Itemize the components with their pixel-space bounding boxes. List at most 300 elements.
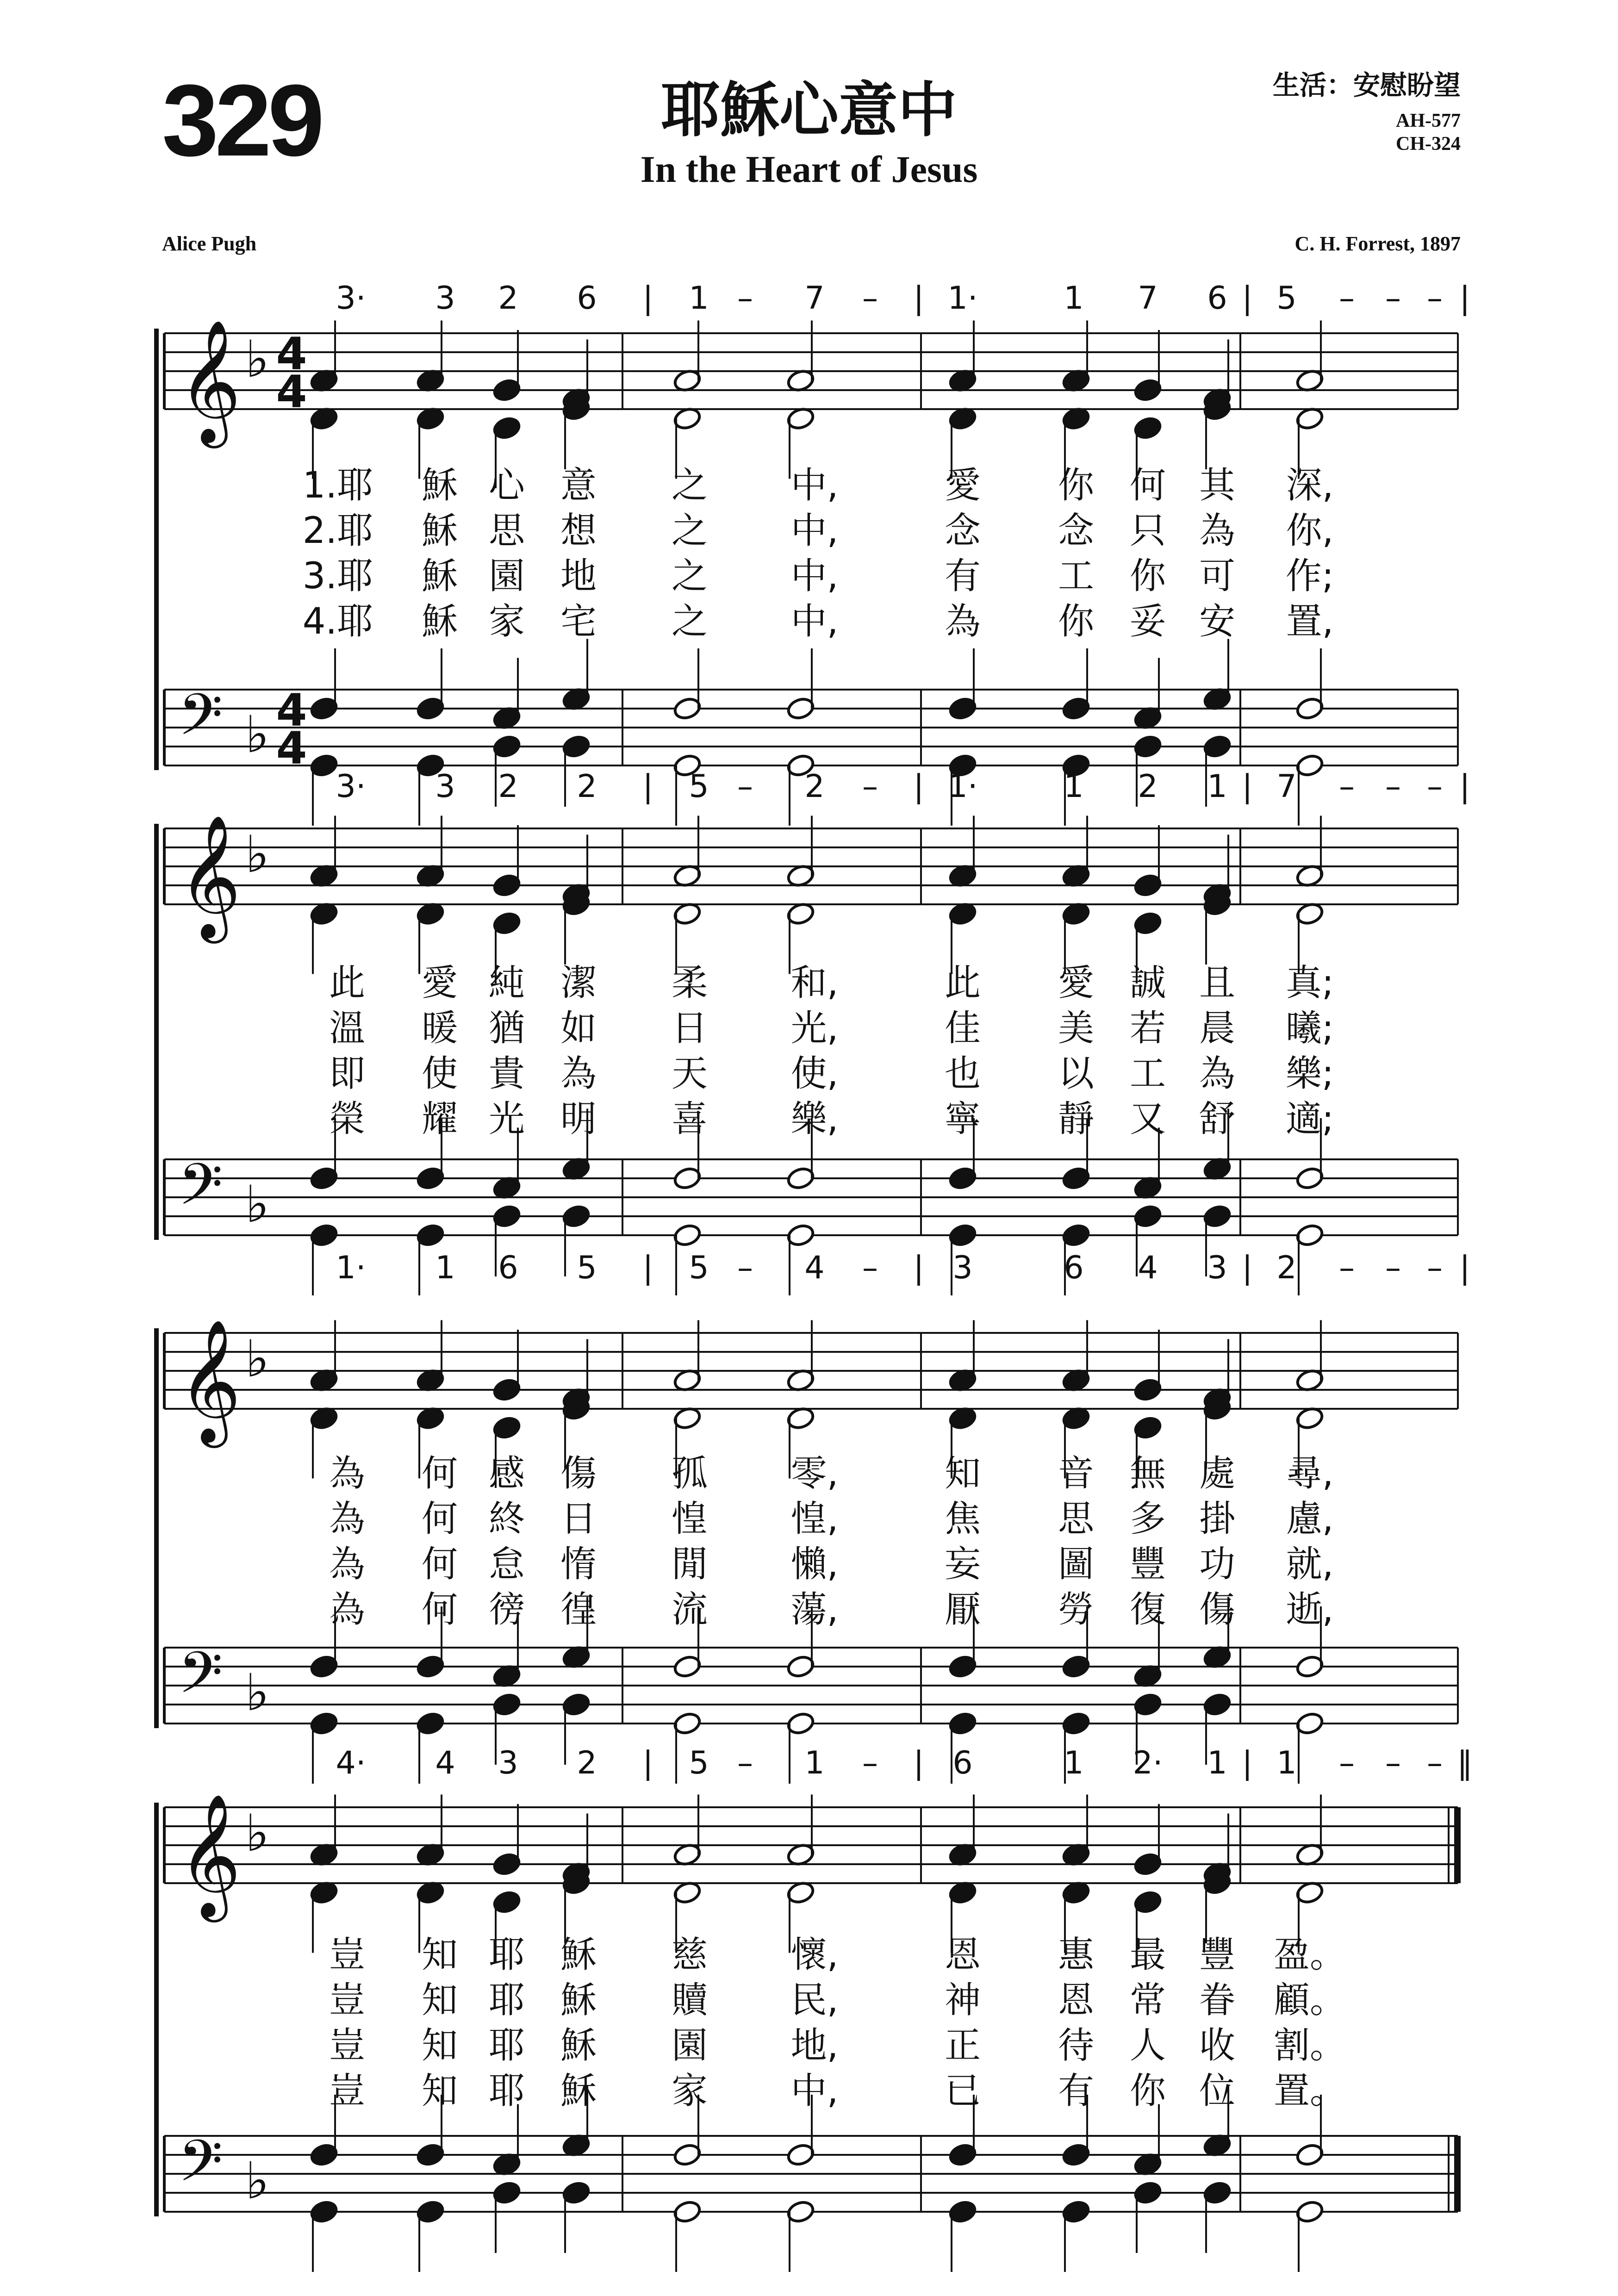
lyric-syllable: 心: [488, 465, 525, 506]
numbered-barline: |: [1242, 768, 1253, 805]
lyric-syllable: 你,: [1286, 510, 1334, 552]
lyric-syllable: 為: [329, 1453, 366, 1494]
time-signature-digit: 4: [276, 366, 307, 418]
numbered-note: 4·: [336, 1745, 366, 1781]
lyric-syllable: 適;: [1285, 1098, 1334, 1140]
lyric-syllable: 正: [944, 2025, 981, 2066]
lyric-syllable: 閒: [671, 1543, 708, 1585]
numbered-note: 7: [804, 280, 825, 317]
lyric-syllable: 佳: [944, 1008, 981, 1049]
numbered-note: –: [737, 1745, 753, 1781]
lyric-syllable: 靜: [1058, 1098, 1095, 1140]
lyric-syllable: 明: [560, 1098, 597, 1140]
numbered-note: 4: [1138, 1250, 1158, 1286]
lyric-syllable: 盈。: [1273, 1934, 1346, 1976]
numbered-note: –: [1427, 1745, 1443, 1781]
lyric-syllable: 念: [1058, 510, 1095, 552]
numbered-note: 7: [1276, 768, 1297, 805]
lyric-syllable: 懶,: [790, 1543, 839, 1585]
lyric-syllable: 真;: [1285, 962, 1334, 1004]
lyric-syllable: 如: [560, 1008, 597, 1049]
lyric-syllable: 逝,: [1286, 1589, 1334, 1630]
numbered-note: –: [1339, 1250, 1355, 1286]
lyric-syllable: 中,: [790, 510, 839, 552]
numbered-note: –: [737, 1250, 753, 1286]
bass-clef-icon: 𝄢: [178, 1640, 223, 1720]
numbered-barline: |: [1242, 280, 1253, 317]
lyric-syllable: 豐: [1199, 1934, 1236, 1976]
numbered-note: –: [862, 280, 878, 317]
numbered-notation-row: [0, 766, 1618, 808]
lyric-syllable: 豈: [329, 2070, 366, 2112]
lyric-syllable: 作;: [1285, 555, 1334, 597]
hymn-number: 329: [162, 63, 321, 177]
lyric-syllable: 樂;: [1285, 1053, 1334, 1095]
numbered-note: –: [1427, 280, 1443, 317]
lyric-syllable: 光,: [790, 1008, 839, 1049]
numbered-note: 1: [1064, 280, 1084, 317]
numbered-note: –: [737, 280, 753, 317]
lyric-syllable: 豈: [329, 1934, 366, 1976]
lyric-syllable: 曦;: [1285, 1008, 1334, 1049]
lyric-syllable: 也: [944, 1053, 981, 1095]
numbered-note: 1: [1064, 768, 1084, 805]
lyric-syllable: 你: [1129, 2070, 1166, 2112]
numbered-note: 5: [689, 768, 709, 805]
lyric-line-verse-3: [0, 555, 1618, 600]
numbered-note: 2: [498, 768, 518, 805]
lyric-syllable: 樂,: [790, 1098, 839, 1140]
lyric-syllable: 可: [1199, 555, 1236, 597]
numbered-note: 5: [1276, 280, 1297, 317]
lyric-syllable: 穌: [560, 1979, 597, 2021]
lyric-syllable: 慮,: [1286, 1498, 1334, 1540]
lyric-line-verse-2: [0, 1498, 1618, 1543]
numbered-note: 3: [498, 1745, 518, 1781]
lyric-syllable: 眷: [1199, 1979, 1236, 2021]
lyric-syllable: 贖: [671, 1979, 708, 2021]
lyric-syllable: 知: [421, 1979, 458, 2021]
lyric-syllable: 你: [1129, 555, 1166, 597]
lyric-syllable: 晨: [1199, 1008, 1236, 1049]
lyric-syllable: 園: [488, 555, 525, 597]
lyric-syllable: 2.耶: [302, 510, 373, 552]
composer-credit: C. H. Forrest, 1897: [1294, 232, 1461, 255]
lyric-line-verse-2: [0, 1979, 1618, 2024]
lyric-line-verse-2: [0, 510, 1618, 554]
numbered-note: 5: [689, 1250, 709, 1286]
lyric-syllable: 知: [944, 1453, 981, 1494]
lyric-syllable: 寧: [944, 1098, 981, 1140]
numbered-note: –: [1385, 280, 1401, 317]
flat-key-signature-icon: ♭: [245, 1804, 269, 1863]
numbered-note: –: [1339, 280, 1355, 317]
numbered-note: 6: [498, 1250, 518, 1286]
ref-ch: CH-324: [1396, 133, 1461, 155]
lyric-syllable: 愛: [1058, 962, 1095, 1004]
lyric-syllable: 懷,: [790, 1934, 839, 1976]
lyric-syllable: 常: [1129, 1979, 1166, 2021]
final-barline: [1454, 2136, 1461, 2212]
lyric-syllable: 徨: [560, 1589, 597, 1630]
numbered-barline: |: [642, 280, 653, 317]
time-signature-digit: 4: [276, 328, 307, 380]
lyric-syllable: 榮: [329, 1098, 366, 1140]
lyric-syllable: 多: [1129, 1498, 1166, 1540]
lyric-syllable: 蕩,: [790, 1589, 839, 1630]
lyric-syllable: 暖: [421, 1008, 458, 1049]
lyric-line-verse-1: [0, 1934, 1618, 1979]
lyric-line-verse-1: [0, 467, 1618, 509]
numbered-note: 1·: [947, 768, 978, 805]
numbered-note: 3: [435, 280, 455, 317]
lyric-syllable: 置,: [1286, 601, 1334, 642]
lyric-syllable: 此: [329, 962, 366, 1004]
numbered-note: 6: [1207, 280, 1227, 317]
lyric-syllable: 感: [488, 1453, 525, 1494]
lyric-syllable: 零,: [790, 1453, 839, 1494]
lyric-syllable: 安: [1199, 601, 1236, 642]
lyric-syllable: 穌: [421, 465, 458, 506]
lyric-syllable: 猶: [488, 1008, 525, 1049]
numbered-barline: ‖: [1457, 1745, 1473, 1781]
numbered-note: 3: [435, 768, 455, 805]
lyric-syllable: 為: [560, 1053, 597, 1095]
bass-clef-icon: 𝄢: [178, 1151, 223, 1232]
flat-key-signature-icon: ♭: [245, 1175, 269, 1234]
numbered-note: –: [1339, 1745, 1355, 1781]
bass-clef-icon: 𝄢: [178, 682, 223, 762]
lyric-syllable: 傷: [1199, 1589, 1236, 1630]
lyric-syllable: 之: [671, 555, 708, 597]
numbered-note: 3: [1207, 1250, 1227, 1286]
numbered-note: 2: [498, 280, 518, 317]
numbered-note: 1: [435, 1250, 455, 1286]
lyric-syllable: 你: [1058, 601, 1095, 642]
lyric-syllable: 顧。: [1273, 1979, 1346, 2021]
flat-key-signature-icon: ♭: [245, 330, 269, 389]
numbered-note: 2: [577, 768, 597, 805]
numbered-barline: |: [1242, 1250, 1253, 1286]
lyric-syllable: 知: [421, 1934, 458, 1976]
time-signature-digit: 4: [276, 684, 307, 736]
lyric-syllable: 誠: [1129, 962, 1166, 1004]
lyric-syllable: 穌: [560, 2025, 597, 2066]
lyric-syllable: 掛: [1199, 1498, 1236, 1540]
lyric-syllable: 收: [1199, 2025, 1236, 2066]
numbered-note: 1: [1207, 1745, 1227, 1781]
lyric-syllable: 喜: [671, 1098, 708, 1140]
lyric-syllable: 為: [1199, 510, 1236, 552]
numbered-barline: |: [642, 1250, 653, 1286]
ref-ah: AH-577: [1396, 110, 1461, 131]
lyric-syllable: 尋,: [1286, 1453, 1334, 1494]
lyric-syllable: 音: [1058, 1453, 1095, 1494]
lyric-syllable: 神: [944, 1979, 981, 2021]
numbered-note: –: [862, 1745, 878, 1781]
lyric-syllable: 置。: [1273, 2070, 1346, 2112]
lyric-syllable: 慈: [671, 1934, 708, 1976]
lyric-syllable: 勞: [1058, 1589, 1095, 1630]
lyric-syllable: 耶: [488, 2025, 525, 2066]
lyric-syllable: 穌: [421, 555, 458, 597]
lyric-syllable: 有: [944, 555, 981, 597]
numbered-note: 1: [1276, 1745, 1297, 1781]
numbered-note: 2: [1276, 1250, 1297, 1286]
numbered-barline: |: [913, 1250, 924, 1286]
lyric-syllable: 焦: [944, 1498, 981, 1540]
numbered-note: 4: [804, 1250, 825, 1286]
lyric-syllable: 穌: [421, 601, 458, 642]
lyric-syllable: 恩: [944, 1934, 981, 1976]
lyric-syllable: 和,: [790, 962, 839, 1004]
lyric-syllable: 傷: [560, 1453, 597, 1494]
lyric-syllable: 念: [944, 510, 981, 552]
lyric-syllable: 徬: [488, 1589, 525, 1630]
lyric-line-verse-3: [0, 1053, 1618, 1097]
numbered-barline: |: [913, 768, 924, 805]
lyric-syllable: 豈: [329, 2025, 366, 2066]
final-barline: [1454, 1807, 1461, 1883]
numbered-note: –: [862, 1250, 878, 1286]
lyric-syllable: 何: [421, 1543, 458, 1585]
lyric-syllable: 4.耶: [302, 601, 373, 642]
numbered-note: –: [862, 768, 878, 805]
numbered-note: 1: [1207, 768, 1227, 805]
flat-key-signature-icon: ♭: [245, 1663, 269, 1722]
lyric-syllable: 家: [488, 601, 525, 642]
lyric-syllable: 豈: [329, 1979, 366, 2021]
time-signature-digit: 4: [276, 722, 307, 774]
lyric-syllable: 園: [671, 2025, 708, 2066]
numbered-note: 6: [577, 280, 597, 317]
lyric-syllable: 為: [329, 1543, 366, 1585]
lyric-syllable: 孤: [671, 1453, 708, 1494]
lyric-syllable: 若: [1129, 1008, 1166, 1049]
lyric-syllable: 之: [671, 510, 708, 552]
lyric-syllable: 意: [560, 465, 597, 506]
numbered-note: 2: [577, 1745, 597, 1781]
lyric-syllable: 其: [1199, 465, 1236, 506]
treble-clef-icon: 𝄞: [178, 1793, 241, 1917]
numbered-barline: |: [913, 280, 924, 317]
lyric-syllable: 你: [1058, 465, 1095, 506]
numbered-note: 1·: [336, 1250, 366, 1286]
flat-key-signature-icon: ♭: [245, 1329, 269, 1388]
lyric-syllable: 惶: [671, 1498, 708, 1540]
title-chinese: 耶穌心意中: [660, 76, 957, 145]
lyric-syllable: 日: [671, 1008, 708, 1049]
lyric-syllable: 知: [421, 2025, 458, 2066]
lyric-syllable: 地,: [790, 2025, 839, 2066]
lyric-syllable: 深,: [1286, 465, 1334, 506]
lyric-syllable: 以: [1058, 1053, 1095, 1095]
lyric-syllable: 最: [1129, 1934, 1166, 1976]
lyric-syllable: 愛: [944, 465, 981, 506]
lyric-syllable: 惶,: [790, 1498, 839, 1540]
flat-key-signature-icon: ♭: [245, 705, 269, 764]
lyric-syllable: 處: [1199, 1453, 1236, 1494]
lyric-syllable: 想: [560, 510, 597, 552]
lyric-syllable: 之: [671, 601, 708, 642]
numbered-note: 1: [804, 1745, 825, 1781]
numbered-notation-row: [0, 1742, 1618, 1784]
numbered-note: 2: [804, 768, 825, 805]
lyric-syllable: 厭: [944, 1589, 981, 1630]
author-credit: Alice Pugh: [162, 232, 257, 255]
lyric-syllable: 家: [671, 2070, 708, 2112]
numbered-note: 1: [1064, 1745, 1084, 1781]
numbered-note: 5: [689, 1745, 709, 1781]
lyric-syllable: 何: [1129, 465, 1166, 506]
lyric-syllable: 思: [1058, 1498, 1095, 1540]
bass-clef-icon: 𝄢: [178, 2128, 223, 2209]
lyric-syllable: 圖: [1058, 1543, 1095, 1585]
lyric-syllable: 溫: [329, 1008, 366, 1049]
numbered-notation-row: [0, 1247, 1618, 1289]
numbered-note: 3: [952, 1250, 973, 1286]
lyric-syllable: 中,: [790, 601, 839, 642]
lyric-line-verse-4: [0, 1098, 1618, 1143]
numbered-note: 1·: [947, 280, 978, 317]
lyric-syllable: 惠: [1058, 1934, 1095, 1976]
lyric-syllable: 知: [421, 2070, 458, 2112]
lyric-syllable: 光: [488, 1098, 525, 1140]
lyric-syllable: 柔: [671, 962, 708, 1004]
lyric-syllable: 貴: [488, 1053, 525, 1095]
numbered-barline: |: [642, 1745, 653, 1781]
lyric-syllable: 中,: [790, 555, 839, 597]
numbered-note: –: [1427, 1250, 1443, 1286]
treble-clef-icon: 𝄞: [178, 815, 241, 938]
lyric-syllable: 豐: [1129, 1543, 1166, 1585]
lyric-syllable: 1.耶: [302, 465, 373, 506]
numbered-note: 6: [1064, 1250, 1084, 1286]
lyric-syllable: 思: [488, 510, 525, 552]
lyric-syllable: 日: [560, 1498, 597, 1540]
lyric-syllable: 為: [329, 1498, 366, 1540]
numbered-note: 1: [689, 280, 709, 317]
lyric-syllable: 已: [944, 2070, 981, 2112]
numbered-barline: |: [642, 768, 653, 805]
lyric-line-verse-1: [0, 962, 1618, 1007]
title-english: In the Heart of Jesus: [640, 148, 978, 190]
numbered-barline: |: [1459, 1250, 1470, 1286]
numbered-barline: |: [1459, 280, 1470, 317]
lyric-syllable: 使: [421, 1053, 458, 1095]
lyric-syllable: 民,: [790, 1979, 839, 2021]
lyric-syllable: 何: [421, 1498, 458, 1540]
numbered-note: 4: [435, 1745, 455, 1781]
lyric-syllable: 只: [1129, 510, 1166, 552]
lyric-syllable: 穌: [560, 1934, 597, 1976]
numbered-note: –: [737, 768, 753, 805]
lyric-syllable: 此: [944, 962, 981, 1004]
lyric-syllable: 復: [1129, 1589, 1166, 1630]
lyric-syllable: 為: [329, 1589, 366, 1630]
lyric-syllable: 耶: [488, 1934, 525, 1976]
lyric-syllable: 宅: [560, 601, 597, 642]
lyric-syllable: 美: [1058, 1008, 1095, 1049]
lyric-syllable: 地: [560, 555, 597, 597]
lyric-syllable: 耶: [488, 2070, 525, 2112]
lyric-syllable: 待: [1058, 2025, 1095, 2066]
lyric-line-verse-3: [0, 2025, 1618, 2069]
numbered-note: 2·: [1133, 1745, 1163, 1781]
lyric-syllable: 為: [1199, 1053, 1236, 1095]
lyric-syllable: 位: [1199, 2070, 1236, 2112]
lyric-line-verse-2: [0, 1010, 1618, 1052]
lyric-syllable: 即: [329, 1053, 366, 1095]
lyric-syllable: 穌: [560, 2070, 597, 2112]
lyric-syllable: 穌: [421, 510, 458, 552]
lyric-line-verse-3: [0, 1543, 1618, 1588]
flat-key-signature-icon: ♭: [245, 825, 269, 884]
numbered-note: 5: [577, 1250, 597, 1286]
lyric-syllable: 且: [1199, 962, 1236, 1004]
lyric-line-verse-1: [0, 1453, 1618, 1497]
lyric-syllable: 中,: [790, 2070, 839, 2112]
lyric-syllable: 為: [944, 601, 981, 642]
numbered-note: 6: [952, 1745, 973, 1781]
lyric-line-verse-4: [0, 2070, 1618, 2115]
numbered-barline: |: [1459, 768, 1470, 805]
numbered-note: –: [1427, 768, 1443, 805]
lyric-syllable: 無: [1129, 1453, 1166, 1494]
numbered-note: –: [1385, 768, 1401, 805]
lyric-line-verse-4: [0, 1589, 1618, 1633]
lyric-syllable: 何: [421, 1589, 458, 1630]
numbered-note: –: [1385, 1745, 1401, 1781]
lyric-syllable: 純: [488, 962, 525, 1004]
lyric-syllable: 3.耶: [302, 555, 373, 597]
lyric-line-verse-4: [0, 601, 1618, 645]
numbered-note: –: [1339, 768, 1355, 805]
lyric-syllable: 中,: [790, 465, 839, 506]
lyric-syllable: 愛: [421, 962, 458, 1004]
lyric-syllable: 恩: [1058, 1979, 1095, 2021]
numbered-note: 7: [1138, 280, 1158, 317]
lyric-syllable: 割。: [1273, 2025, 1346, 2066]
lyric-syllable: 惰: [560, 1543, 597, 1585]
flat-key-signature-icon: ♭: [245, 2151, 269, 2210]
lyric-syllable: 功: [1199, 1543, 1236, 1585]
lyric-syllable: 怠: [488, 1543, 525, 1585]
lyric-syllable: 舒: [1199, 1098, 1236, 1140]
lyric-syllable: 何: [421, 1453, 458, 1494]
numbered-notation-row: [0, 278, 1618, 319]
lyric-syllable: 流: [671, 1589, 708, 1630]
numbered-note: 3·: [336, 768, 366, 805]
treble-clef-icon: 𝄞: [178, 319, 241, 443]
lyric-syllable: 妥: [1129, 601, 1166, 642]
lyric-syllable: 之: [671, 465, 708, 506]
numbered-barline: |: [1242, 1745, 1253, 1781]
lyric-syllable: 工: [1129, 1053, 1166, 1095]
numbered-note: –: [1385, 1250, 1401, 1286]
lyric-syllable: 耶: [488, 1979, 525, 2021]
lyric-syllable: 天: [671, 1053, 708, 1095]
numbered-barline: |: [913, 1745, 924, 1781]
lyric-syllable: 就,: [1286, 1543, 1334, 1585]
treble-clef-icon: 𝄞: [178, 1319, 241, 1443]
lyric-syllable: 妄: [944, 1543, 981, 1585]
numbered-note: 3·: [336, 280, 366, 317]
lyric-syllable: 使,: [790, 1053, 839, 1095]
numbered-note: 2: [1138, 768, 1158, 805]
lyric-syllable: 潔: [560, 962, 597, 1004]
lyric-syllable: 耀: [421, 1098, 458, 1140]
